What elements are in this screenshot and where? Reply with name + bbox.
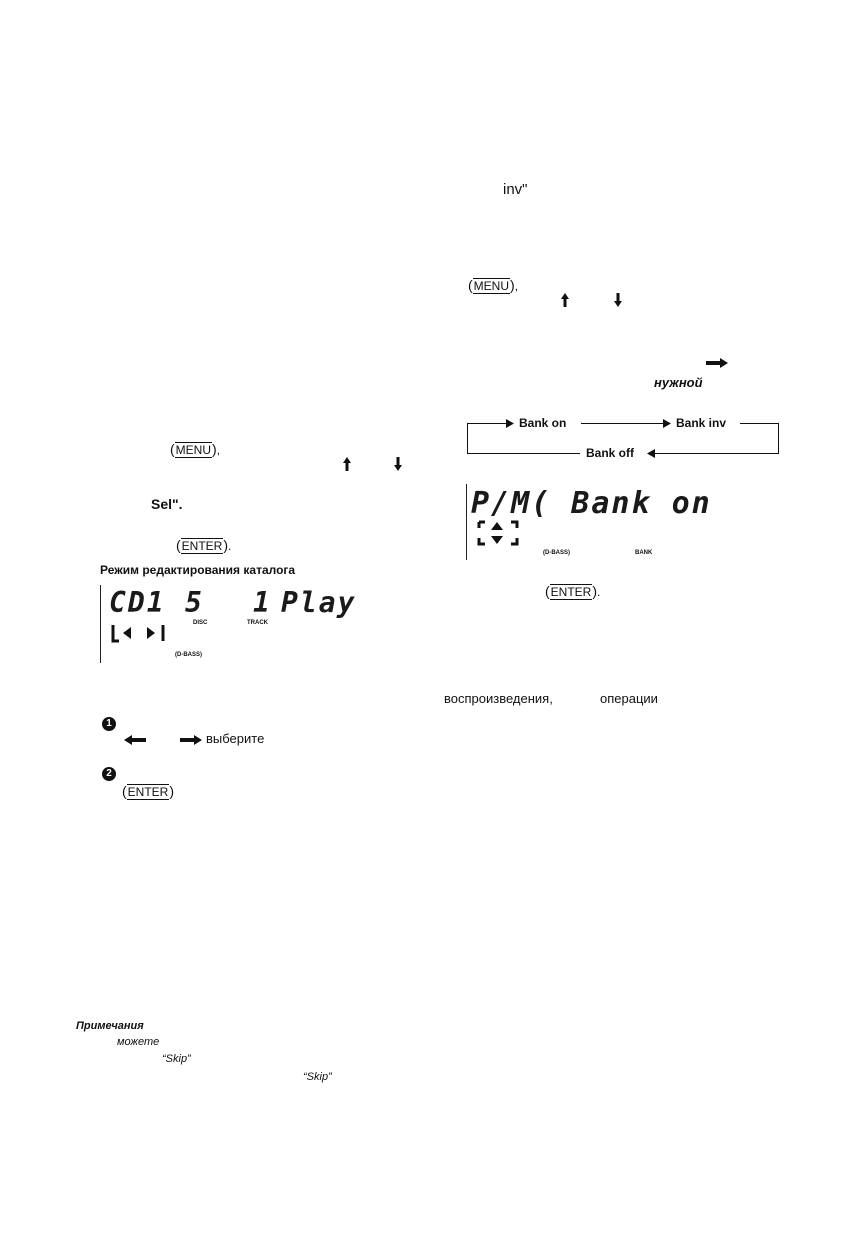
- seek-arrows-icon: [109, 621, 169, 647]
- seek-arrows-icon: [475, 518, 529, 548]
- playback-text: воспроизведения,: [444, 691, 553, 706]
- step-2-number: 2: [102, 767, 116, 781]
- arrow-right-icon: [706, 358, 728, 368]
- inv-text: inv": [503, 181, 528, 198]
- lcd-disc-number: CD1: [109, 586, 166, 619]
- dbass-indicator: (D-BASS): [543, 550, 571, 556]
- enter-key-left: (ENTER).: [176, 537, 232, 553]
- step-1-number: 1: [102, 717, 116, 731]
- arrow-left-icon: [124, 735, 146, 745]
- bank-on-label: Bank on: [519, 416, 567, 430]
- lcd-play-word: Play: [281, 586, 357, 619]
- arrow-right-icon: [180, 735, 202, 745]
- arrow-up-icon: [343, 457, 351, 471]
- nuzhnoy-text: нужной: [654, 375, 703, 390]
- dbass-indicator: (D-BASS): [175, 652, 203, 658]
- lcd-track-value: 1: [253, 586, 272, 619]
- step-1-text: выберите: [206, 731, 265, 746]
- notes-line-1: можете: [117, 1036, 160, 1048]
- track-label: TRACK: [247, 620, 268, 626]
- notes-line-3: “Skip”: [303, 1071, 332, 1083]
- enter-key-step-2: (ENTER): [122, 783, 175, 799]
- bank-off-label: Bank off: [586, 446, 634, 460]
- arrow-down-icon: [614, 293, 622, 307]
- bank-indicator: BANK: [635, 550, 653, 556]
- bank-inv-label: Bank inv: [676, 416, 727, 430]
- notes-line-2: “Skip”: [162, 1053, 191, 1065]
- lcd-text-bank: P/M( Bank on: [471, 486, 712, 521]
- menu-key-right: (MENU),: [468, 277, 519, 293]
- arrow-up-icon: [561, 293, 569, 307]
- lcd-disc-value: 5: [185, 586, 204, 619]
- menu-key-left: (MENU),: [170, 441, 221, 457]
- sel-text: Sel".: [151, 496, 183, 512]
- lcd-display-catalog: [100, 585, 391, 663]
- operations-text: операции: [600, 691, 658, 706]
- disc-label: DISC: [193, 620, 208, 626]
- notes-title: Примечания: [76, 1020, 144, 1032]
- arrow-down-icon: [394, 457, 402, 471]
- lcd-display-bank: [466, 484, 757, 560]
- catalog-edit-caption: Режим редактирования каталога: [100, 563, 296, 577]
- enter-key-right: (ENTER).: [545, 583, 601, 599]
